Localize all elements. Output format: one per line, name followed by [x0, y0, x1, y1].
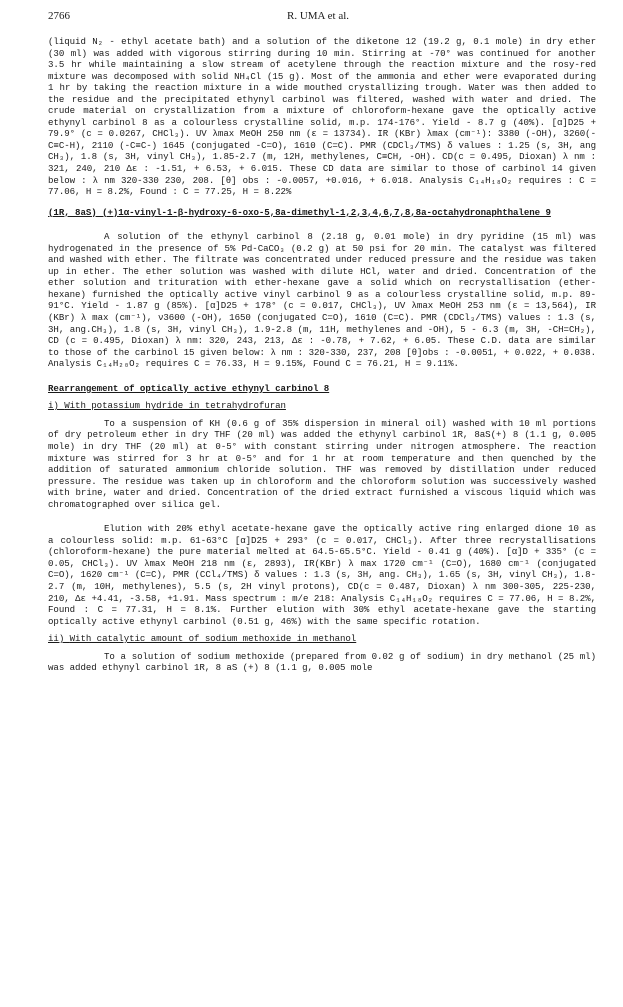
paragraph-elution: Elution with 20% ethyl acetate-hexane gave the optically active ring enlarged dione 10 as a colourless solid: m.p. 61-63°C [α]D25 + 293° (c = 0.017, CHCl₃). After three recrystallisations (chloroform-hexane) the pure material melted at 64.5-65.5°C. Yield - 0.41 g (40%). [α]D + 335° (c = 0.05, CHCl₃). UV λmax MeOH 218 nm (ε, 2893), IR(KBr) λ max 1720 cm⁻¹ (C=O), 1680 cm⁻¹ (conjugated C=O), 1620 cm⁻¹ (C=C), PMR (CCl₄/TMS) δ values : 1.3 (s, 3H, ang. CH₃), 1.65 (s, 3H, vinyl CH₃), 1.8-2.7 (m, 10H, methylenes), 5.5 (s, 2H vinyl protons), CD(c = 0.487, Dioxan) λ nm 300-305, 225-230, 210, Δε +4.41, -3.58, +1.91. Mass spectrum : m/e 218: Analysis C₁₄H₁₈O₂ requires C = 77.06, H = 8.2%, Found : C = 77.31, H = 8.1%. Further elution with 30% ethyl acetate-hexane gave the starting optically active ethynyl carbinol (0.51 g, 46%) with the same specific rotation.	[48, 523, 596, 627]
paragraph-ethynyl-carbinol-prep: (liquid N₂ - ethyl acetate bath) and a solution of the diketone 12 (19.2 g, 0.1 mole) in dry ether (30 ml) was added with vigorous stirring during 10 min. Stirring at -70° was continued for another 3.5 hr while maintaining a slow stream of acetylene through the reaction mixture and the rosy-red mixture was decomposed with solid NH₄Cl (15 g). Most of the ammonia and ether were evaporated during 1 hr by taking the reaction mixture in a wide mouthed crystallizing trough. Water was then added to the residue and the precipitated ethynyl carbinol was filtered, washed with water and dried. The crude material on crystallization from a mixture of chloroform-hexane gave the optically active ethynyl carbinol 8 as a colourless crystalline solid, m.p. 174-176°. Yield - 8.7 g (40%). [α]D25 + 79.9° (c = 0.0267, CHCl₃). UV λmax MeOH 250 nm (ε = 13734). IR (KBr) λmax (cm⁻¹): 3380 (-OH), 3260(-C≡C-H), 2110 (-C≡C-) 1645 (conjugated -C=O), 1610 (C=C). PMR (CDCl₃/TMS) δ values : 1.25 (s, 3H, ang CH₃), 1.8 (s, 3H, vinyl CH₃), 1.85-2.7 (m, 12H, methylenes, C≡CH, -OH). CD(c = 0.495, Dioxan) λ nm : 321, 240, 210 Δε : -1.51, + 6.53, + 6.015. These CD data are similar to those of carbinol 14 given below : λ nm 320-330 230, 208. [θ] obs : -0.0057, +0.016, + 6.018. Analysis C₁₄H₁₈O₂ requires : C = 77.06, H = 8.2%, Found : C = 77.25, H = 8.22%	[48, 36, 596, 198]
section-heading-rearrangement: Rearrangement of optically active ethynyl carbinol 8	[48, 382, 330, 394]
paragraph-hydrogenation: A solution of the ethynyl carbinol 8 (2.18 g, 0.01 mole) in dry pyridine (15 ml) was hydrogenated in the presence of 5% Pd-CaCO₃ (0.2 g) at 50 psi for 20 min. The catalyst was filtered and washed with ether. The filtrate was concentrated under reduced pressure and the residue was taken up in ether. The ether solution was washed with dilute HCl, water and dried. Concentration of the ether solution and trituration with ether-hexane gave a solid which on recrystallisation (ether-hexane) furnished the optically active vinyl carbinol 9 as a colourless crystalline solid, m.p. 89-91°C. Yield - 1.87 g (85%). [α]D25 + 178° (c = 0.017, CHCl₃), UV λmax MeOH 253 nm (ε = 13,564), IR (KBr) λ max (cm⁻¹), ν3600 (-OH), 1650 (conjugated C=O), 1610 (C=C). PMR (CDCl₃/TMS) values : 1.3 (s, 3H, ang.CH₃), 1.8 (s, 3H, vinyl CH₃), 1.9-2.8 (m, 11H, methylenes and -OH), 5 - 6.3 (m, 3H, -CH=CH₂), CD (c = 0.495, Dioxan) λ nm: 320, 243, 213, Δε : -0.78, + 7.62, + 6.05. These C.D. data are similar to those of the carbinol 15 given below: λ nm : 320-330, 237, 208 [θ]obs : -0.0051, + 0.022, + 0.038. Analysis C₁₄H₂₀O₂ requires C = 76.33, H = 9.15%, Found C = 76.21, H = 9.11%.	[48, 231, 596, 370]
subheading-number: i)	[48, 400, 65, 412]
subheading-text: With potassium hydride in tetrahydrofuran	[64, 400, 286, 412]
subheading-number: ii)	[48, 633, 70, 645]
page-number: 2766	[48, 10, 70, 22]
running-header	[48, 10, 588, 26]
compound-heading-vinyl-carbinol: (1R, 8aS) (+)1α-vinyl-1-β-hydroxy-6-oxo-5,8a-dimethyl-1,2,3,4,6,7,8,8a-octahydronaphthalene 9	[48, 206, 551, 218]
subheading-sodium-methoxide	[48, 633, 596, 645]
paragraph-methoxide-procedure: To a solution of sodium methoxide (prepared from 0.02 g of sodium) in dry methanol (25 ml) was added ethynyl carbinol 1R, 8 aS (+) 8 (1.1 g, 0.005 mole	[48, 650, 596, 674]
subheading-potassium-hydride	[48, 400, 596, 412]
paper-body	[48, 36, 596, 674]
subheading-text: With catalytic amount of sodium methoxide in methanol	[69, 633, 357, 645]
paragraph-kh-procedure: To a suspension of KH (0.6 g of 35% dispersion in mineral oil) washed with 10 ml portions of dry petroleum ether in dry THF (20 ml) was added the ethynyl carbinol 1R, 8aS(+) 8 (1.1 g, 0.005 mole) in dry THF (20 ml) at 0-5° with constant stirring under nitrogen atmosphere. The reaction mixture was stirred for 3 hr at 0-5° and for 1 hr at room temperature and then quenched by the addition of saturated ammonium chloride solution. THF was removed by distillation under reduced pressure. The residue was taken up in chloroform and the chloroform solution was successively washed with brine, water and dried. Concentration of the dried extract furnished a viscous liquid which was chromatographed over silica gel.	[48, 417, 596, 510]
running-head-authors: R. UMA et al.	[286, 10, 350, 22]
